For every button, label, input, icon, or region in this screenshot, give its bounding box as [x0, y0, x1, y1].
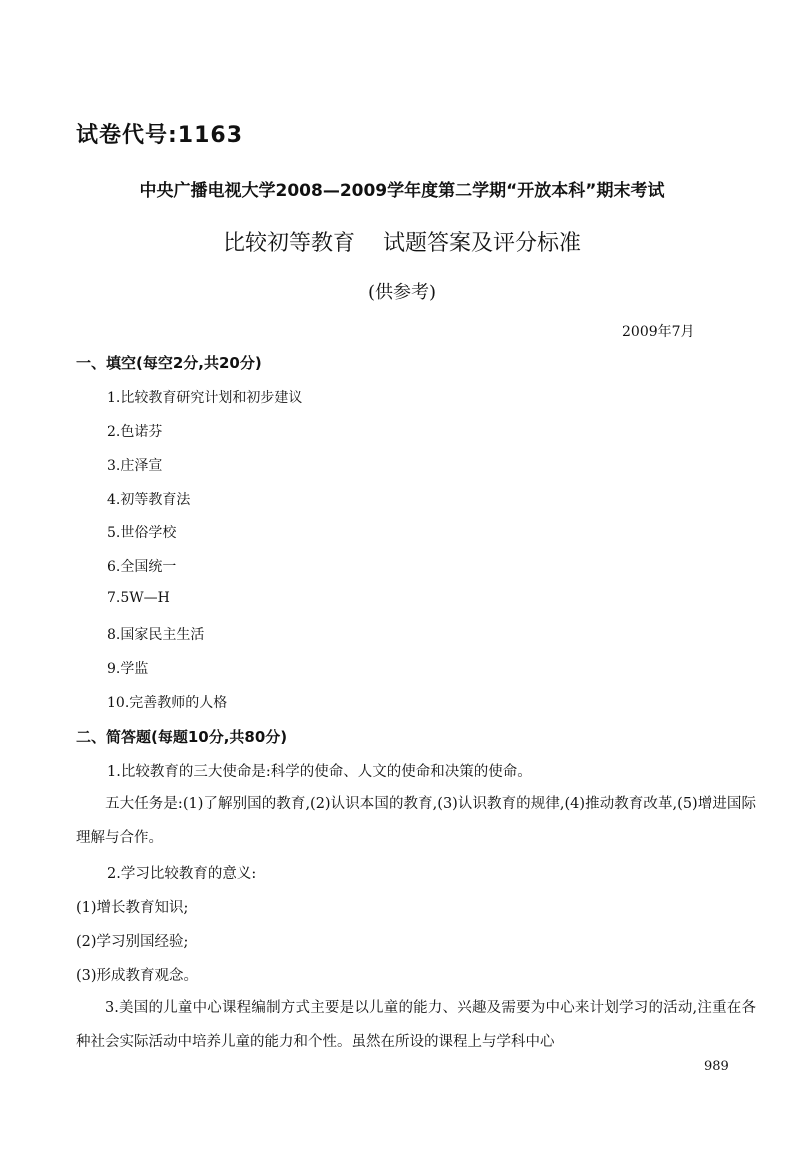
q2-point: (2)学习别国经验; — [76, 934, 189, 950]
answer-item: 9.学监 — [107, 661, 149, 677]
paper-code: 试卷代号:1163 — [76, 123, 244, 148]
answer-item: 6.全国统一 — [107, 559, 177, 575]
q1-tasks-text: 五大任务是:(1)了解别国的教育,(2)认识本国的教育,(3)认识教育的规律,(4)推动教育改革,(5)增进国际理解与合作。 — [76, 796, 756, 846]
section-1-heading: 一、填空(每空2分,共20分) — [76, 354, 262, 372]
document-type: 试题答案及评分标准 — [383, 231, 582, 256]
answer-item: 4.初等教育法 — [107, 492, 191, 508]
exam-header: 中央广播电视大学2008—2009学年度第二学期“开放本科”期末考试 — [139, 181, 665, 201]
course-name: 比较初等教育 — [222, 231, 355, 256]
answer-item: 8.国家民主生活 — [107, 627, 205, 643]
q3-answer — [76, 991, 756, 1059]
answer-item: 2.色诺芬 — [107, 424, 163, 440]
answer-item: 3.庄泽宣 — [107, 458, 163, 474]
page-number: 989 — [704, 1059, 729, 1074]
q2-point: (3)形成教育观念。 — [76, 968, 199, 984]
q3-answer-text: 3.美国的儿童中心课程编制方式主要是以儿童的能力、兴趣及需要为中心来计划学习的活动,注重在各种社会实际活动中培养儿童的能力和个性。虽然在所设的课程上与学科中心 — [76, 1000, 756, 1050]
q2-intro: 2.学习比较教育的意义: — [107, 866, 257, 882]
q1-tasks — [76, 787, 756, 855]
answer-item: 7.5W—H — [107, 590, 170, 606]
section-2-heading: 二、简答题(每题10分,共80分) — [76, 728, 288, 746]
reference-note: (供参考) — [367, 282, 437, 303]
q1-answer: 1.比较教育的三大使命是:科学的使命、人文的使命和决策的使命。 — [107, 764, 532, 780]
answer-item: 10.完善教师的人格 — [107, 695, 228, 711]
q2-point: (1)增长教育知识; — [76, 900, 189, 916]
answer-item: 1.比较教育研究计划和初步建议 — [107, 390, 303, 406]
answer-item: 5.世俗学校 — [107, 525, 177, 541]
exam-date: 2009年7月 — [622, 324, 695, 340]
document-title — [0, 226, 804, 257]
